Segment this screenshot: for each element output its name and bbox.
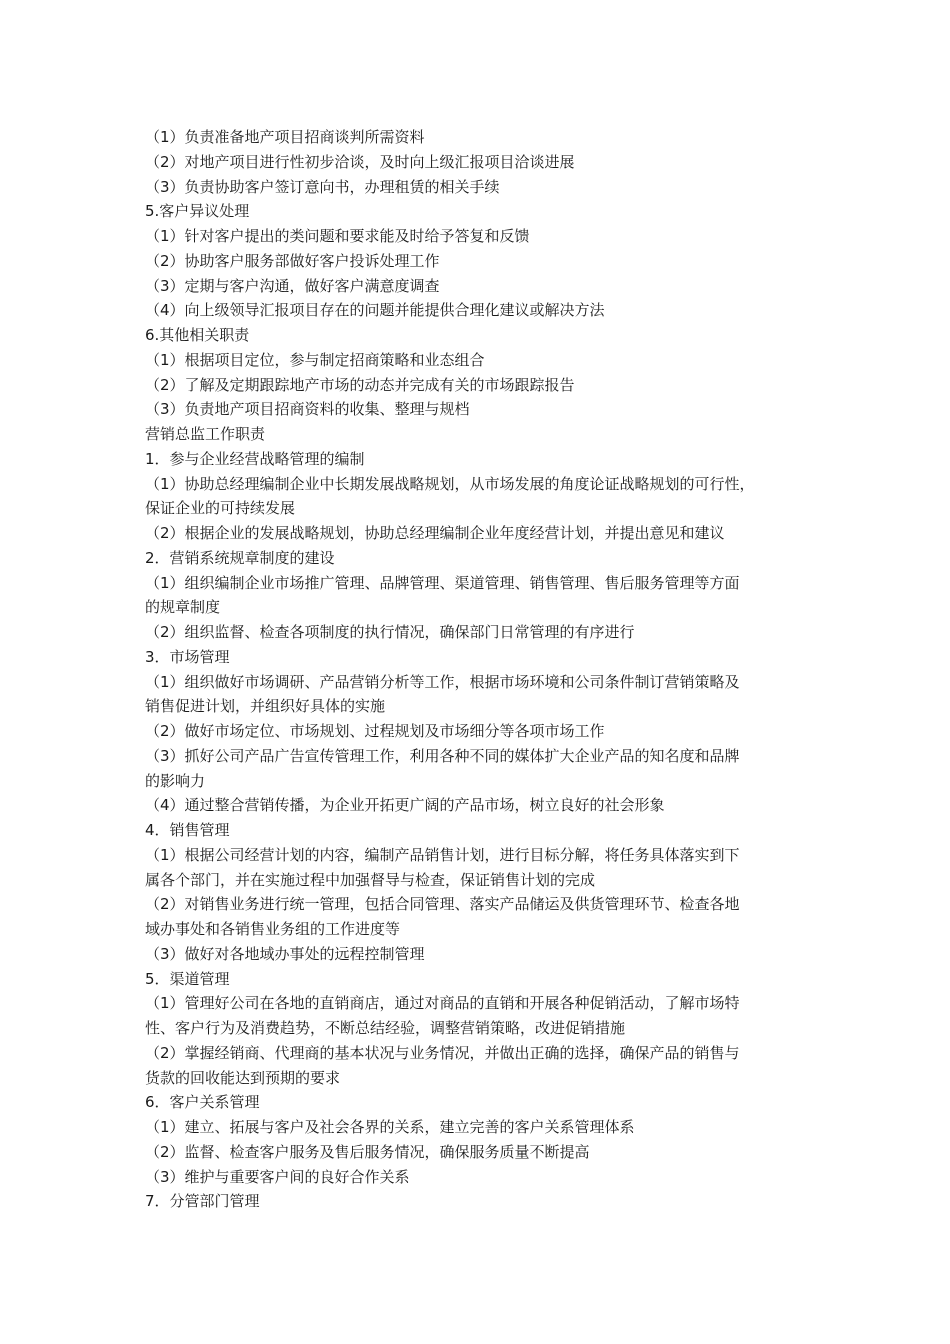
document-text-line: 的规章制度 — [145, 598, 221, 617]
document-text-line: （1）组织编制企业市场推广管理、品牌管理、渠道管理、销售管理、售后服务管理等方面 — [145, 573, 740, 592]
document-text-line: （1）组织做好市场调研、产品营销分析等工作，根据市场环境和公司条件制订营销策略及 — [145, 672, 740, 691]
document-text-line: 5.客户异议处理 — [145, 202, 250, 221]
document-text-line: （3）维护与重要客户间的良好合作关系 — [145, 1167, 410, 1186]
document-text-line: 保证企业的可持续发展 — [145, 499, 296, 518]
document-text-line: 域办事处和各销售业务组的工作进度等 — [145, 920, 401, 938]
document-text-line: （2）对销售业务进行统一管理，包括合同管理、落实产品储运及供货管理环节、检查各地 — [145, 895, 740, 914]
document-text-line: 1．参与企业经营战略管理的编制 — [145, 449, 365, 468]
document-text-line: （3）抓好公司产品广告宣传管理工作，利用各种不同的媒体扩大企业产品的知名度和品牌 — [145, 746, 740, 765]
document-text-line: 6.其他相关职责 — [145, 326, 250, 344]
document-text-line: （2）了解及定期跟踪地产市场的动态并完成有关的市场跟踪报告 — [145, 375, 575, 394]
document-text-line: 6．客户关系管理 — [145, 1093, 260, 1112]
document-text-line: （2）根据企业的发展战略规划，协助总经理编制企业年度经营计划，并提出意见和建议 — [145, 524, 725, 542]
document-text-line: （4）向上级领导汇报项目存在的问题并能提供合理化建议或解决方法 — [145, 301, 605, 320]
document-text-line: （1）针对客户提出的类问题和要求能及时给予答复和反馈 — [145, 227, 530, 245]
document-text-line: （2）组织监督、检查各项制度的执行情况，确保部门日常管理的有序进行 — [145, 623, 635, 641]
document-text-line: （3）负责协助客户签订意向书，办理租赁的相关手续 — [145, 177, 500, 196]
document-text-line: 营销总监工作职责 — [145, 425, 266, 443]
document-text-line: 属各个部门，并在实施过程中加强督导与检查，保证销售计划的完成 — [145, 870, 596, 889]
document-text-line: （3）定期与客户沟通，做好客户满意度调查 — [145, 276, 440, 295]
document-text-line: 7．分管部门管理 — [145, 1192, 260, 1211]
document-text-line: （1）根据项目定位，参与制定招商策略和业态组合 — [145, 350, 485, 369]
document-text-line: 4．销售管理 — [145, 821, 230, 839]
document-text-line: （2）掌握经销商、代理商的基本状况与业务情况，并做出正确的选择，确保产品的销售与 — [145, 1043, 740, 1062]
document-text-line: 性、客户行为及消费趋势，不断总结经验，调整营销策略，改进促销措施 — [145, 1019, 626, 1037]
document-text-line: 3．市场管理 — [145, 647, 230, 666]
document-text-line: （1）协助总经理编制企业中长期发展战略规划，从市场发展的角度论证战略规划的可行性， — [145, 474, 755, 493]
document-text-line: （1）建立、拓展与客户及社会各界的关系，建立完善的客户关系管理体系 — [145, 1118, 635, 1136]
document-text-line: （2）监督、检查客户服务及售后服务情况，确保服务质量不断提高 — [145, 1142, 590, 1161]
document-text-line: （1）负责准备地产项目招商谈判所需资料 — [145, 128, 425, 146]
document-text-line: 5．渠道管理 — [145, 969, 230, 988]
document-text-line: 2．营销系统规章制度的建设 — [145, 548, 335, 567]
document-text-line: 货款的回收能达到预期的要求 — [145, 1068, 341, 1087]
document-body — [145, 125, 825, 1214]
document-text-line: （3）负责地产项目招商资料的收集、整理与规档 — [145, 400, 470, 419]
document-text-line: （3）做好对各地域办事处的远程控制管理 — [145, 944, 425, 963]
document-text-line: 的影响力 — [145, 771, 206, 790]
document-text-line: （2）协助客户服务部做好客户投诉处理工作 — [145, 251, 440, 270]
document-text-line: （1）根据公司经营计划的内容，编制产品销售计划，进行目标分解，将任务具体落实到下 — [145, 845, 740, 864]
document-text-line: （4）通过整合营销传播，为企业开拓更广阔的产品市场，树立良好的社会形象 — [145, 796, 665, 815]
document-text-line: 销售促进计划，并组织好具体的实施 — [145, 697, 386, 716]
document-text-line: （1）管理好公司在各地的直销商店，通过对商品的直销和开展各种促销活动，了解市场特 — [145, 994, 740, 1013]
document-text-line: （2）做好市场定位、市场规划、过程规划及市场细分等各项市场工作 — [145, 722, 605, 740]
document-text-line: （2）对地产项目进行性初步洽谈，及时向上级汇报项目洽谈进展 — [145, 152, 575, 171]
